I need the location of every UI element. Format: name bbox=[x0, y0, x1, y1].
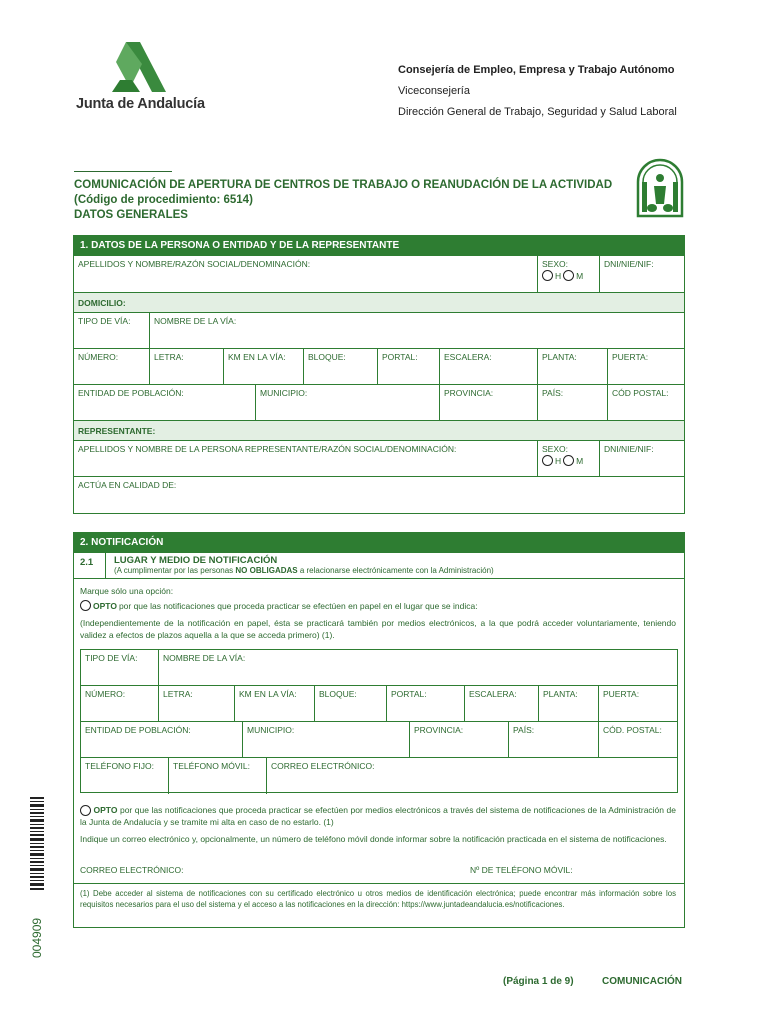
rep-dni-field[interactable] bbox=[600, 441, 684, 476]
section-2-title: 2. NOTIFICACIÓN bbox=[74, 533, 684, 553]
movil-label: Nº DE TELÉFONO MÓVIL: bbox=[470, 865, 573, 875]
dni-field[interactable] bbox=[600, 256, 684, 292]
form-title bbox=[74, 178, 612, 223]
rep-sexo-m-label: M bbox=[576, 455, 584, 466]
footnote: (1) Debe acceder al sistema de notificaciones con su certificado electrónico u otros medios de identificación electrónica; puede encontrar más información sobre los requisitos necesarios para el uso del sistema y el acceso a las notificaciones en la dirección: https://www.juntadeandalucia.es/notificaciones. bbox=[80, 889, 676, 909]
rep-sexo-label: SEXO: bbox=[542, 444, 568, 454]
addr-numero-row bbox=[81, 686, 677, 722]
footnote-divider bbox=[74, 883, 684, 884]
escalera-label: ESCALERA: bbox=[444, 352, 492, 362]
km-label: KM EN LA VÍA: bbox=[228, 352, 286, 362]
pais-label: PAÍS: bbox=[542, 388, 564, 398]
section-1 bbox=[73, 235, 685, 514]
opto-papel-note: (Independientemente de la notificación en papel, ésta se practicará también por medios electrónicos, a la que podrá acceder voluntariamente, teniendo validez a efectos de plazos aquella a la que se acceda primero) (1). bbox=[80, 618, 676, 640]
addr-planta-label: PLANTA: bbox=[543, 689, 578, 699]
sexo-label: SEXO: bbox=[542, 259, 568, 269]
puerta-field[interactable] bbox=[608, 349, 684, 384]
correo-field[interactable] bbox=[267, 758, 677, 794]
rep-name-label: APELLIDOS Y NOMBRE DE LA PERSONA REPRESENTANTE/RAZÓN SOCIAL/DENOMINACIÓN: bbox=[78, 444, 457, 454]
addr-poblacion-row bbox=[81, 722, 677, 758]
portal-field[interactable] bbox=[378, 349, 440, 384]
addr-numero-label: NÚMERO: bbox=[85, 689, 126, 699]
addr-provincia-label: PROVINCIA: bbox=[414, 725, 464, 735]
sub-note-a: (A cumplimentar por las personas bbox=[114, 566, 236, 575]
sexo-m-radio[interactable] bbox=[563, 270, 574, 281]
sub-num: 2.1 bbox=[74, 553, 106, 578]
addr-cod-postal-label: CÓD. POSTAL: bbox=[603, 725, 662, 735]
rep-sexo-h-radio[interactable] bbox=[542, 455, 553, 466]
addr-tipo-via-field[interactable] bbox=[81, 650, 159, 685]
sub-title: LUGAR Y MEDIO DE NOTIFICACIÓN bbox=[114, 555, 278, 566]
entidad-field[interactable] bbox=[74, 385, 256, 420]
person-row bbox=[74, 256, 684, 293]
actua-field[interactable] bbox=[74, 477, 684, 511]
address-table bbox=[80, 649, 678, 793]
header-info bbox=[398, 60, 677, 123]
letra-label: LETRA: bbox=[154, 352, 184, 362]
correo-electronico-field[interactable] bbox=[80, 865, 183, 875]
tipo-via-label: TIPO DE VÍA: bbox=[78, 316, 131, 326]
addr-nombre-via-label: NOMBRE DE LA VÍA: bbox=[163, 653, 246, 663]
addr-bloque-label: BLOQUE: bbox=[319, 689, 357, 699]
rep-dni-label: DNI/NIE/NIF: bbox=[604, 444, 654, 454]
addr-pais-field[interactable] bbox=[509, 722, 599, 757]
tel-movil-field[interactable] bbox=[169, 758, 267, 794]
rep-sexo-m-radio[interactable] bbox=[563, 455, 574, 466]
km-field[interactable] bbox=[224, 349, 304, 384]
addr-letra-field[interactable] bbox=[159, 686, 235, 721]
addr-municipio-field[interactable] bbox=[243, 722, 410, 757]
opto-electronico bbox=[80, 804, 676, 828]
addr-km-label: KM EN LA VÍA: bbox=[239, 689, 297, 699]
section-2 bbox=[73, 532, 685, 928]
addr-provincia-field[interactable] bbox=[410, 722, 509, 757]
correo-electronico-label: CORREO ELECTRÓNICO: bbox=[80, 865, 184, 875]
rep-sexo-field bbox=[538, 441, 600, 476]
sub-note bbox=[114, 566, 676, 575]
provincia-label: PROVINCIA: bbox=[444, 388, 494, 398]
addr-escalera-label: ESCALERA: bbox=[469, 689, 517, 699]
entidad-label: ENTIDAD DE POBLACIÓN: bbox=[78, 388, 184, 398]
addr-portal-label: PORTAL: bbox=[391, 689, 427, 699]
addr-escalera-field[interactable] bbox=[465, 686, 539, 721]
addr-letra-label: LETRA: bbox=[163, 689, 193, 699]
brand-name: Junta de Andalucía bbox=[76, 96, 205, 112]
sexo-h-radio[interactable] bbox=[542, 270, 553, 281]
cod-postal-field[interactable] bbox=[608, 385, 684, 420]
opto-papel-radio[interactable] bbox=[80, 600, 91, 611]
tel-fijo-field[interactable] bbox=[81, 758, 169, 794]
addr-numero-field[interactable] bbox=[81, 686, 159, 721]
bloque-label: BLOQUE: bbox=[308, 352, 346, 362]
municipio-label: MUNICIPIO: bbox=[260, 388, 308, 398]
name-label: APELLIDOS Y NOMBRE/RAZÓN SOCIAL/DENOMINACIÓN: bbox=[78, 259, 311, 269]
poblacion-row bbox=[74, 385, 684, 421]
letra-field[interactable] bbox=[150, 349, 224, 384]
sexo-m-label: M bbox=[576, 270, 584, 281]
escalera-field[interactable] bbox=[440, 349, 538, 384]
barcode-icon bbox=[30, 797, 44, 891]
municipio-field[interactable] bbox=[256, 385, 440, 420]
planta-label: PLANTA: bbox=[542, 352, 577, 362]
page-number: (Página 1 de 9) bbox=[503, 976, 574, 987]
form-code: 004909 bbox=[30, 917, 44, 958]
addr-via-row bbox=[81, 650, 677, 686]
name-field[interactable] bbox=[74, 256, 538, 292]
addr-puerta-field[interactable] bbox=[599, 686, 677, 721]
opto-papel bbox=[80, 600, 478, 611]
direction-name: Dirección General de Trabajo, Seguridad y Salud Laboral bbox=[398, 106, 677, 118]
opto-electronico-text: por que las notificaciones que proceda practicar se efectúen por medios electrónicos a través del sistema de notificaciones de la Administración de la Junta de Andalucía y se tramite mi alta en caso de no estarlo. (1) bbox=[80, 805, 676, 828]
dni-label: DNI/NIE/NIF: bbox=[604, 259, 654, 269]
nombre-via-label: NOMBRE DE LA VÍA: bbox=[154, 316, 237, 326]
title-rule bbox=[74, 171, 172, 172]
nombre-via-field[interactable] bbox=[150, 313, 684, 348]
tel-fijo-label: TELÉFONO FIJO: bbox=[85, 761, 154, 771]
numero-row bbox=[74, 349, 684, 385]
actua-label: ACTÚA EN CALIDAD DE: bbox=[78, 480, 177, 490]
cod-postal-label: CÓD POSTAL: bbox=[612, 388, 669, 398]
numero-label: NÚMERO: bbox=[78, 352, 119, 362]
rep-name-field[interactable] bbox=[74, 441, 538, 476]
addr-entidad-label: ENTIDAD DE POBLACIÓN: bbox=[85, 725, 191, 735]
planta-field[interactable] bbox=[538, 349, 608, 384]
sub-head bbox=[106, 553, 684, 578]
correo-label: CORREO ELECTRÓNICO: bbox=[271, 761, 375, 771]
opto-electronico-note: Indique un correo electrónico y, opcionalmente, un número de teléfono móvil donde informar sobre la notificación practicada en el sistema de notificaciones. bbox=[80, 834, 667, 844]
pais-field[interactable] bbox=[538, 385, 608, 420]
vice-name: Viceconsejería bbox=[398, 85, 470, 97]
addr-puerta-label: PUERTA: bbox=[603, 689, 640, 699]
addr-tipo-via-label: TIPO DE VÍA: bbox=[85, 653, 138, 663]
provincia-field[interactable] bbox=[440, 385, 538, 420]
procedure-code: (Código de procedimiento: 6514) bbox=[74, 194, 253, 206]
sub-note-b: NO OBLIGADAS bbox=[235, 566, 298, 575]
bloque-field[interactable] bbox=[304, 349, 378, 384]
addr-cod-postal-field[interactable] bbox=[599, 722, 677, 757]
opto-electronico-bold: OPTO bbox=[93, 805, 118, 815]
actua-row bbox=[74, 477, 684, 511]
addr-portal-field[interactable] bbox=[387, 686, 465, 721]
andalucia-seal-icon bbox=[634, 152, 686, 218]
puerta-label: PUERTA: bbox=[612, 352, 649, 362]
ministry-name: Consejería de Empleo, Empresa y Trabajo Autónomo bbox=[398, 64, 675, 76]
opto-electronico-radio[interactable] bbox=[80, 805, 91, 816]
sexo-field bbox=[538, 256, 600, 292]
addr-municipio-label: MUNICIPIO: bbox=[247, 725, 295, 735]
sexo-h-label: H bbox=[555, 270, 562, 281]
marque-text: Marque sólo una opción: bbox=[80, 586, 174, 596]
domicilio-bar: DOMICILIO: bbox=[74, 293, 684, 313]
representante-bar: REPRESENTANTE: bbox=[74, 421, 684, 441]
addr-telefono-row bbox=[81, 758, 677, 794]
sub-note-c: a relacionarse electrónicamente con la Administración) bbox=[297, 566, 494, 575]
rep-sexo-h-label: H bbox=[555, 455, 562, 466]
addr-pais-label: PAÍS: bbox=[513, 725, 535, 735]
numero-field[interactable] bbox=[74, 349, 150, 384]
tipo-via-field[interactable] bbox=[74, 313, 150, 348]
movil-field[interactable] bbox=[470, 865, 573, 875]
addr-bloque-field[interactable] bbox=[315, 686, 387, 721]
portal-label: PORTAL: bbox=[382, 352, 418, 362]
title-line-3: DATOS GENERALES bbox=[74, 209, 188, 221]
addr-entidad-field[interactable] bbox=[81, 722, 243, 757]
opto-papel-text: por que las notificaciones que proceda practicar se efectúen en papel en el lugar que se indica: bbox=[118, 600, 478, 611]
addr-planta-field[interactable] bbox=[539, 686, 599, 721]
title-line-1: COMUNICACIÓN DE APERTURA DE CENTROS DE TRABAJO O REANUDACIÓN DE LA ACTIVIDAD bbox=[74, 179, 613, 191]
rep-row bbox=[74, 441, 684, 477]
section-1-title: 1. DATOS DE LA PERSONA O ENTIDAD Y DE LA REPRESENTANTE bbox=[74, 236, 684, 256]
tel-movil-label: TELÉFONO MÓVIL: bbox=[173, 761, 250, 771]
addr-nombre-via-field[interactable] bbox=[159, 650, 677, 685]
addr-km-field[interactable] bbox=[235, 686, 315, 721]
opto-papel-bold: OPTO bbox=[93, 600, 117, 611]
subsection-2-1 bbox=[74, 553, 684, 579]
via-row bbox=[74, 313, 684, 349]
doc-type: COMUNICACIÓN bbox=[602, 976, 682, 987]
